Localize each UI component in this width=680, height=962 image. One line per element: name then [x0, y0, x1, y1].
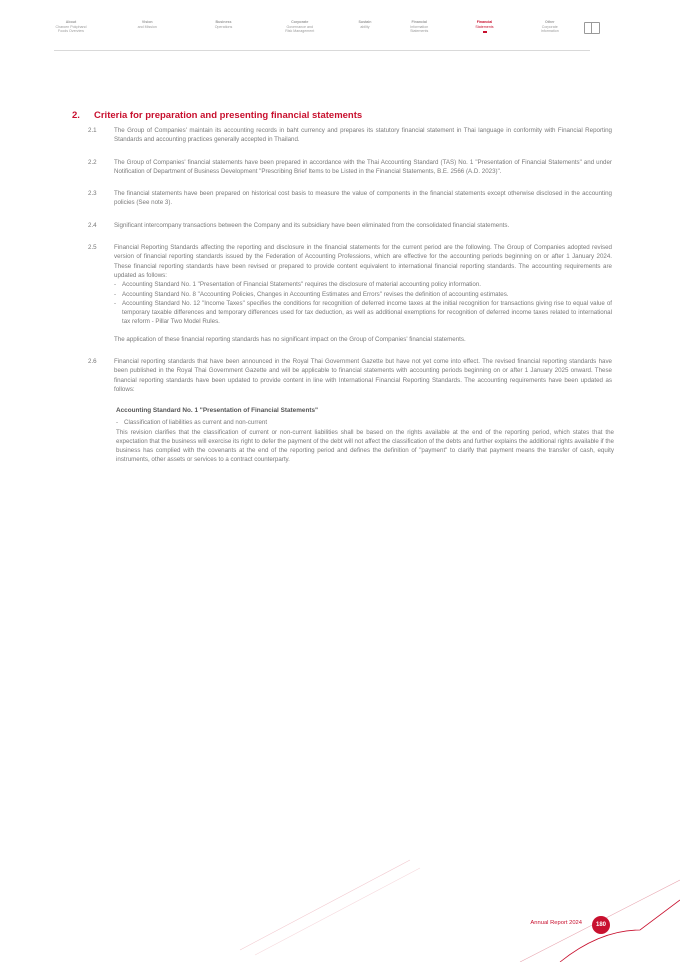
nav-sublabel: Statements: [475, 24, 494, 29]
nav-item-business[interactable]: [193, 20, 255, 29]
list-item: [72, 189, 612, 208]
nav-item-governance[interactable]: [269, 20, 331, 34]
item-number: 2.3: [88, 190, 97, 198]
item-number: 2.5: [88, 244, 97, 252]
nav-label: Sustain: [358, 20, 372, 24]
subsection-title: Accounting Standard No. 1 "Presentation of Financial Statements": [116, 407, 319, 415]
list-item: [72, 357, 612, 394]
item-text: The Group of Companies' maintain its accounting records in baht currency and prepares its statutory financial statement in Thai language in conformity with Financial Reporting Standards and accounting practices generally accepted in Thailand.: [114, 127, 612, 144]
bullet-item: - Accounting Standard No. 1 "Presentation of Financial Statements" requires the disclosure of material accounting policy information.: [114, 280, 612, 289]
subsection-body: [116, 418, 614, 464]
nav-label: Vision: [141, 20, 153, 24]
subsection-text: This revision clarifies that the classification of current or non-current liabilities shall be based on the rights available at the end of the reporting period, which states that the expectation that the business will exercise its right to defer the payment of the debt will not affect the classification of the debts and further explains the additional rights available if the business has complied with the covenants at the end of the reporting period and defines the definition of "payment" to clarify that payment means the transfer of cash, equity instruments, other assets or services to a contract counterparty.: [116, 428, 614, 464]
nav-label: Financial: [476, 20, 493, 24]
bullet-item: - Classification of liabilities as current and non-current: [116, 418, 614, 427]
nav-label: Financial: [411, 20, 428, 24]
item-text: Financial reporting standards that have been announced in the Royal Thai Government Gazette but have not yet come into effect. The revised financial reporting standards have been published in the Royal Thai Government Gazette and will be applicable to financial statements with accounting periods beginning on or after 1 January 2025 onward. These financial reporting standards have been updated to provide content in line with International Financial Reporting Standards. The accounting requirements have been updated as follows:: [114, 358, 612, 393]
nav-item-financial-statements[interactable]: [454, 20, 516, 33]
nav-sublabel: and Mission: [137, 24, 157, 29]
page-number-badge: 180: [592, 916, 610, 934]
item-text-block: [114, 243, 612, 344]
footer-report-label: Annual Report 2024: [530, 920, 582, 926]
item-text: Significant intercompany transactions between the Company and its subsidiary have been eliminated from the consolidated financial statements.: [114, 221, 510, 229]
item-number: 2.1: [88, 127, 97, 134]
document-body: [72, 110, 612, 465]
nav-sublabel: Corporate: [541, 24, 558, 29]
nav-sublabel: Information: [540, 29, 559, 34]
list-item: [72, 158, 612, 177]
nav-item-vision[interactable]: [116, 20, 178, 29]
nav-sublabel: Operations: [214, 24, 233, 29]
nav-sublabel: Statements: [410, 29, 429, 34]
list-item: [72, 126, 612, 145]
deco-curve: [560, 900, 680, 962]
item-text: The Group of Companies' financial statements have been prepared in accordance with the Thai Accounting Standard (TAS) No. 1 "Presentation of Financial Statements" and under Notification of Department of Business Development "Prescribing Brief Items to be Listed in the Financial Statements, B.E. 2566 (A.D. 2023)".: [114, 158, 612, 175]
top-navigation: [40, 20, 600, 52]
nav-sublabel: ability: [360, 24, 370, 29]
nav-label: About: [65, 20, 77, 24]
list-item: [72, 243, 612, 344]
nav-label: Business: [215, 20, 232, 24]
item-text: The financial statements have been prepared on historical cost basis to measure the value of components in the financial statements except otherwise disclosed in the accounting policies (See note 3).: [114, 190, 612, 207]
item-text: Financial Reporting Standards affecting the reporting and disclosure in the financial statements for the current period are the following. The Group of Companies adopted revised version of financial reporting standards issued by the Federation of Accounting Professions, which are effective for the accounting periods beginning on or after 1 January 2024. These financial reporting standards have been revised or prepared to provide content equivalent to international financial reporting standards. The accounting requirements are updated as follows:: [114, 244, 612, 279]
bullet-item: - Accounting Standard No. 8 "Accounting Policies, Changes in Accounting Estimates and Errors" revises the definition of accounting estimates.: [114, 290, 612, 299]
list-item: [72, 221, 612, 230]
section-heading: [72, 110, 612, 121]
book-icon[interactable]: [584, 22, 600, 34]
item-number: 2.2: [88, 158, 97, 166]
nav-sublabel: Information: [410, 24, 429, 29]
bullet-item: - Accounting Standard No. 12 "Income Taxes" specifies the conditions for recognition of deferred income taxes at the initial recognition for transactions giving rise to equal value of temporary taxable differences and temporary differences used for tax deduction, as well as additional exemptions for recognition of deferred income taxes related to international tax reform - Pillar Two Model Rules.: [114, 299, 612, 327]
item-followup-text: The application of these financial reporting standards has no significant impact on the Group of Companies' financial statements.: [114, 335, 466, 343]
section-number: 2.: [72, 110, 80, 121]
nav-item-sustainability[interactable]: [345, 20, 385, 29]
nav-sublabel: Risk Management: [285, 29, 315, 34]
nav-sublabel: Charoen Pokphand: [55, 24, 87, 29]
deco-line-1: [240, 860, 410, 950]
nav-label: Corporate: [291, 20, 309, 24]
deco-line-2: [255, 868, 420, 955]
item-number: 2.4: [88, 221, 97, 229]
nav-item-about[interactable]: [40, 20, 102, 34]
section-title: Criteria for preparation and presenting financial statements: [94, 110, 363, 121]
nav-sublabel: Governance and: [286, 24, 314, 29]
nav-divider: [54, 50, 590, 51]
item-number: 2.6: [88, 358, 97, 366]
nav-sublabel: Foods Overview: [58, 29, 84, 34]
nav-label: Other: [544, 20, 555, 24]
nav-item-financial-info[interactable]: [399, 20, 439, 34]
nav-item-other[interactable]: [530, 20, 570, 34]
